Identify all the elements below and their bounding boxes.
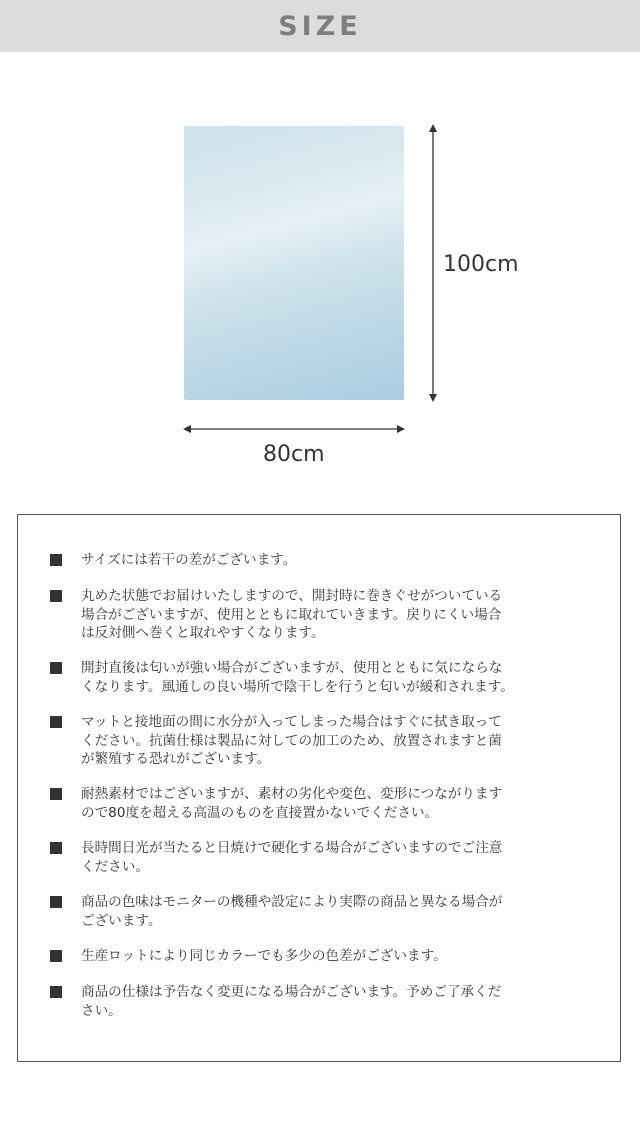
note-text: サイズには若干の差がございます。 (81, 552, 297, 568)
note-item (50, 893, 590, 930)
note-text: 商品の色味はモニターの機種や設定により実際の商品と異なる場合が ございます。 (81, 894, 503, 929)
note-text: 長時間日光が当たると日焼けで硬化する場合がございますのでご注意 ください。 (81, 840, 503, 875)
note-text: 商品の仕様は予告なく変更になる場合がございます。予めご了承くだ さい。 (81, 984, 502, 1019)
note-text: マットと接地面の間に水分が入ってしまった場合はすぐに拭き取って ください。抗菌仕様は製品に対しての加工のため、放置されますと菌 が繁殖する恐れがございます。 (81, 714, 502, 767)
bullet-square-icon (50, 788, 62, 800)
section-title: SIZE (278, 10, 362, 42)
height-arrow-down-icon (429, 394, 437, 402)
note-text: 耐熱素材ではございますが、素材の劣化や変色、変形につながります ので80度を超える高温のものを直接置かないでください。 (81, 786, 503, 821)
note-item (50, 587, 590, 643)
bullet-square-icon (50, 662, 62, 674)
note-item (50, 983, 590, 1020)
note-item (50, 947, 590, 966)
note-item (50, 839, 590, 876)
note-text: 丸めた状態でお届けいたしますので、開封時に巻きぐせがついている 場合がございますが、使用とともに取れていきます。戻りにくい場合 は反対側へ巻くと取れやすくなります。 (81, 588, 503, 641)
width-label: 80cm (263, 442, 325, 467)
bullet-square-icon (50, 590, 62, 602)
bullet-square-icon (50, 986, 62, 998)
bullet-square-icon (50, 950, 62, 962)
bullet-square-icon (50, 896, 62, 908)
bullet-square-icon (50, 554, 62, 566)
note-text: 開封直後は匂いが強い場合がございますが、使用とともに気にならな くなります。風通しの良い場所で陰干しを行うと匂いが緩和されます。 (81, 660, 514, 695)
notes-box (17, 514, 621, 1062)
note-item (50, 659, 590, 696)
note-text: 生産ロットにより同じカラーでも多少の色差がございます。 (81, 948, 447, 964)
bullet-square-icon (50, 842, 62, 854)
height-arrow-up-icon (429, 124, 437, 132)
note-item (50, 713, 590, 769)
note-item (50, 551, 590, 570)
height-label: 100cm (443, 252, 519, 277)
note-item (50, 785, 590, 822)
bullet-square-icon (50, 716, 62, 728)
width-arrow-left-icon (183, 425, 191, 433)
width-arrow-right-icon (397, 425, 405, 433)
